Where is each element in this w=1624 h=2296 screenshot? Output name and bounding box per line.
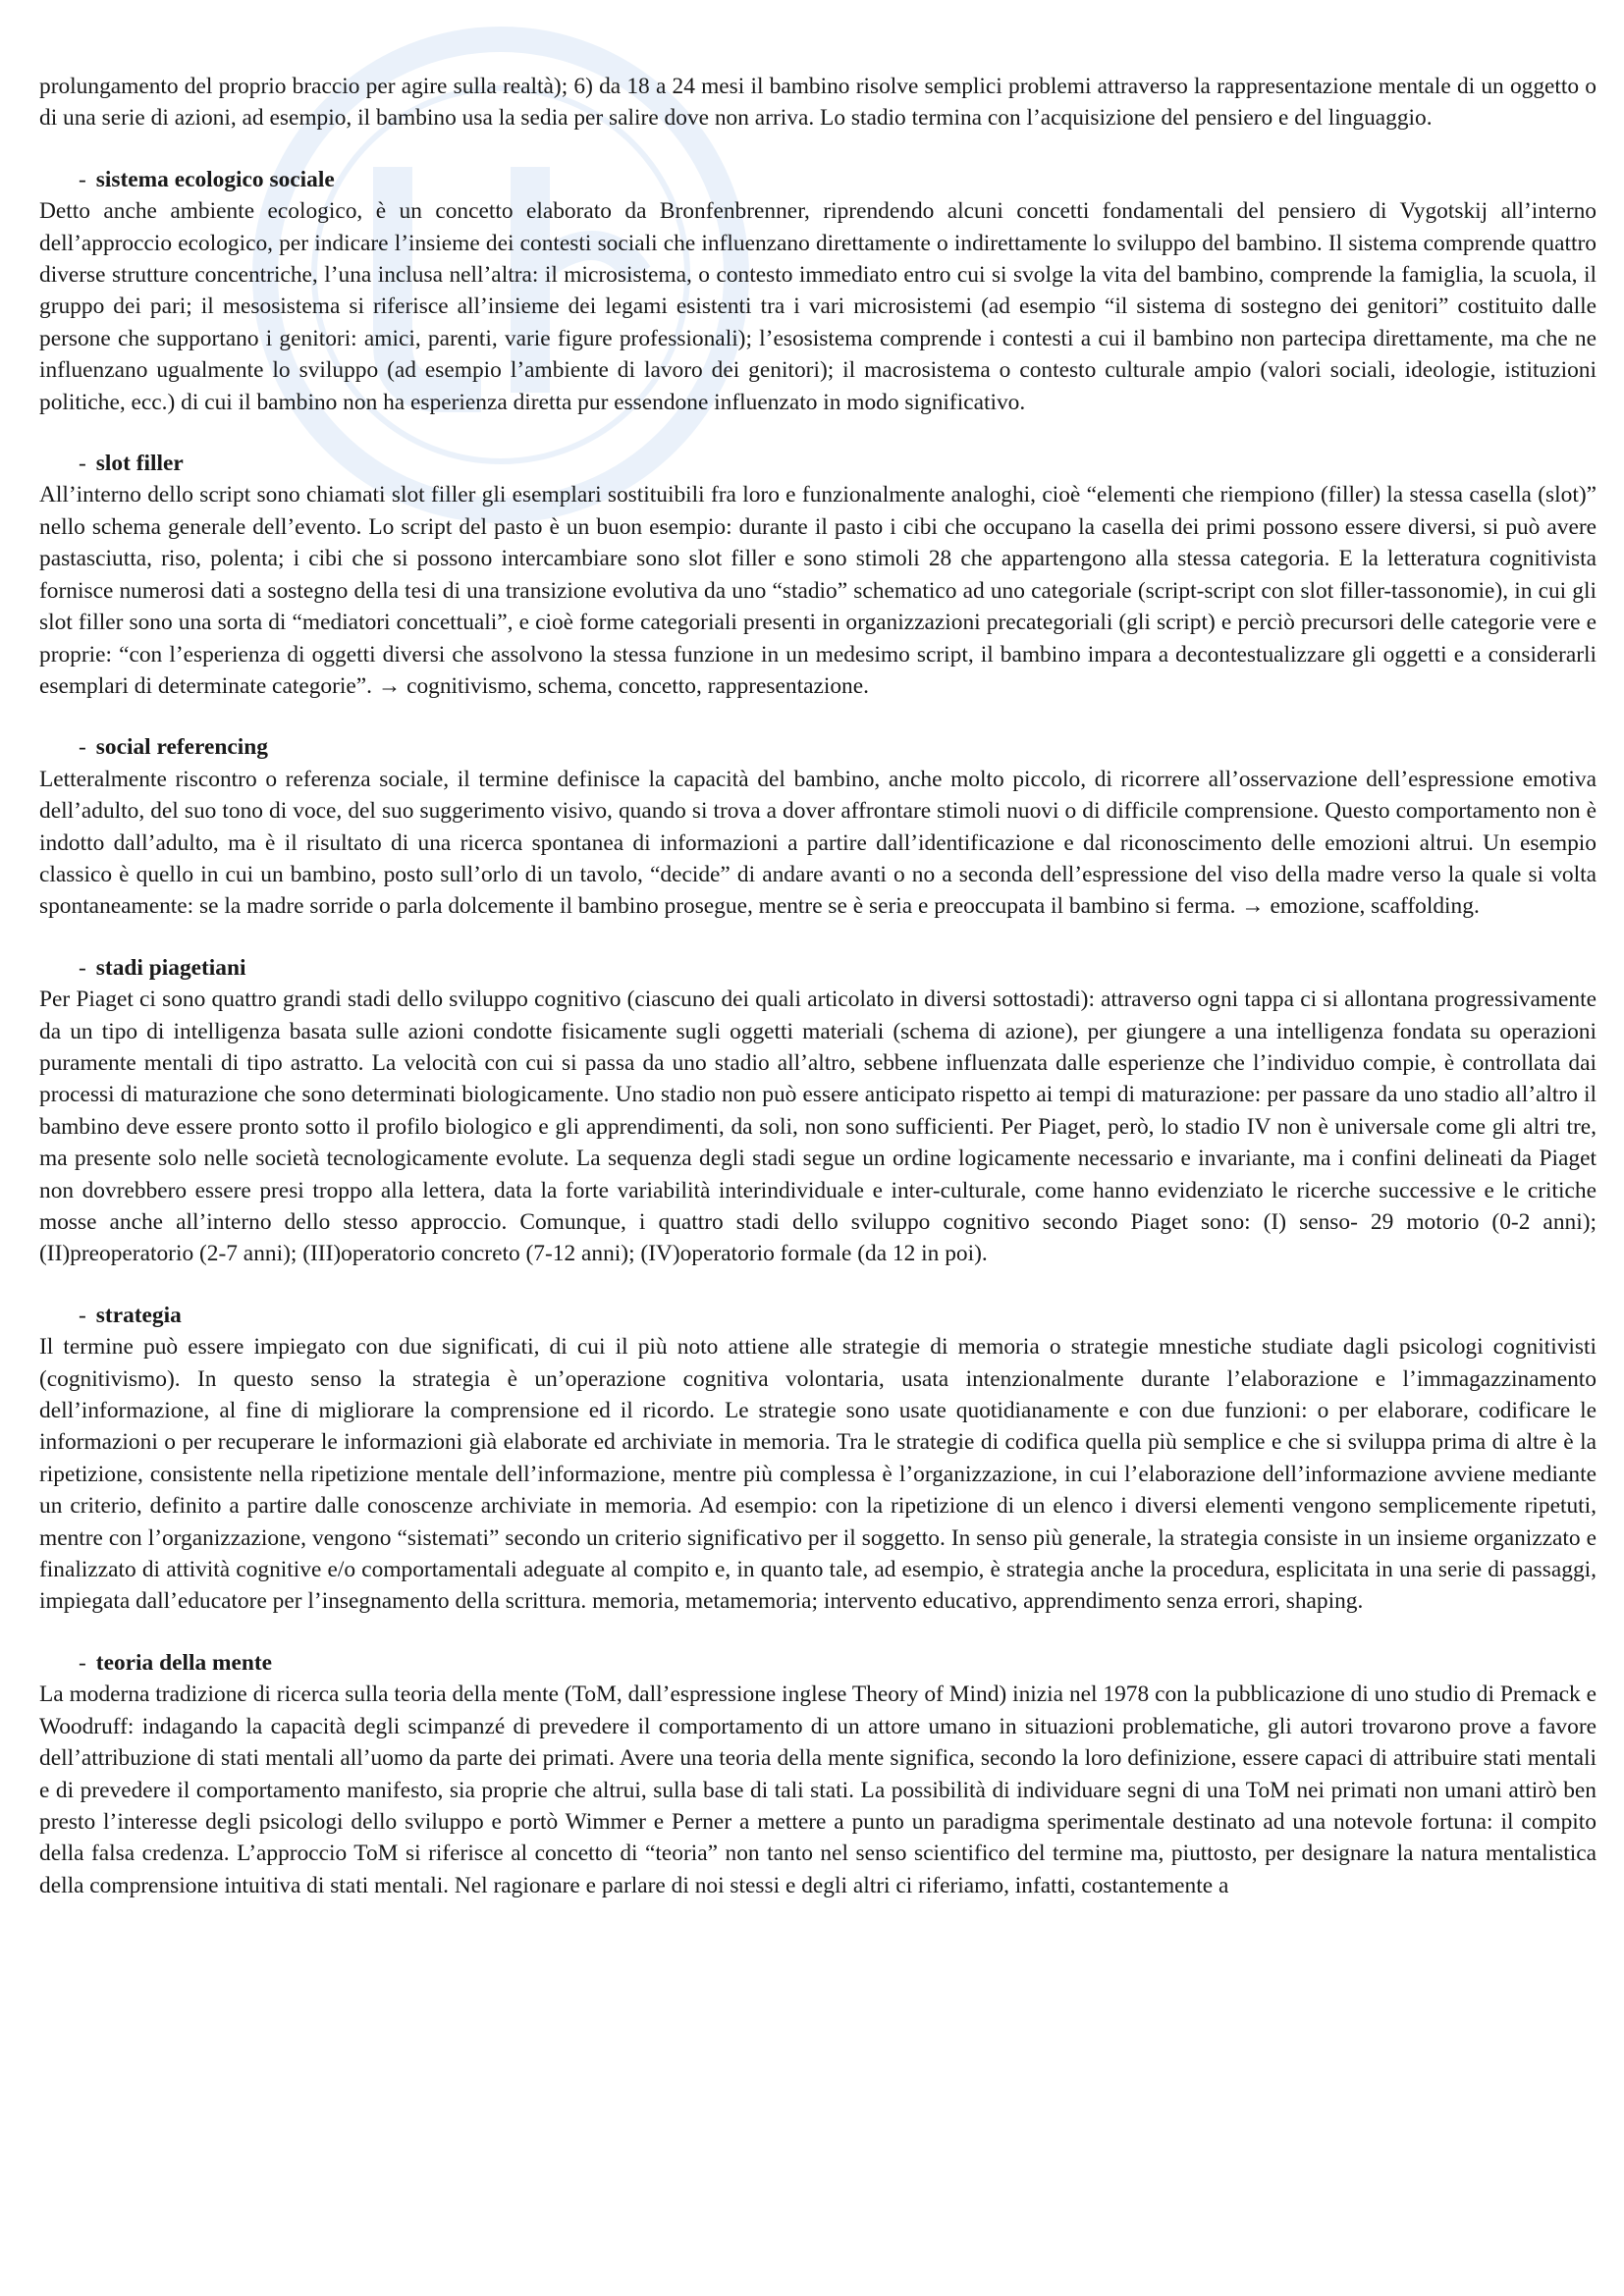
section-sistema-ecologico-sociale xyxy=(39,164,1597,418)
section-heading xyxy=(79,731,1597,763)
dash-bullet: - xyxy=(79,1302,86,1328)
document-body xyxy=(39,71,1597,1901)
section-heading xyxy=(79,1647,1597,1679)
section-title: teoria della mente xyxy=(95,1649,273,1676)
section-text: Per Piaget ci sono quattro grandi stadi dello sviluppo cognitivo (ciascuno dei quali articolato in diversi sottostadi): attraverso ogni tappa ci si allontana progressivamente da un tipo di intelligenza basata sulle azioni condotte fisicamente sugli oggetti materiali (schema di azione), per giungere a una intelligenza fondata su operazioni puramente mentali di tipo astratto. La velocità con cui si passa da uno stadio all’altro, sebbene influenzata dalle esperienze che l’individuo compie, è controllata dai processi di maturazione che sono determinati biologicamente. Uno stadio non può essere anticipato rispetto ai tempi di maturazione: per passare da uno stadio all’altro il bambino deve essere pronto sotto il profilo biologico e gli apprendimenti, da soli, non sono sufficienti. Per Piaget, però, lo stadio IV non è universale come gli altri tre, ma presente solo nelle società tecnologicamente evolute. La sequenza degli stadi segue un ordine logicamente necessario e invariante, ma i confini delineati da Piaget non dovrebbero essere presi troppo alla lettera, data la forte variabilità interindividuale e inter-culturale, come hanno evidenziato le ricerche successive e le critiche mosse anche all’interno dello stesso approccio. Comunque, i quattro stadi dello sviluppo cognitivo secondo Piaget sono: (I) senso- 29 motorio (0-2 anni); (II)preoperatorio (2-7 anni); (III)operatorio concreto (7-12 anni); (IV)operatorio formale (da 12 in poi). xyxy=(39,987,1597,1267)
section-text: All’interno dello script sono chiamati slot filler gli esemplari sostituibili fra loro e funzionalmente analoghi, cioè “elementi che riempiono (filler) la stessa casella (slot)” nello schema generale dell’evento. Lo script del pasto è un buon esempio: durante il pasto i cibi che occupano la casella dei primi possono essere diversi, si può avere pastasciutta, riso, polenta; i cibi che si possono intercambiare sono slot filler e sono stimoli 28 che appartengono alla stessa categoria. E la letteratura cognitivista fornisce numerosi dati a sostegno della tesi di una transizione evolutiva da uno “stadio” schematico ad uno categoriale (script-script con slot filler-tassonomie), in cui gli slot filler sono una sorta di “mediatori concettuali”, e cioè forme categoriali presenti in organizzazioni precategoriali (gli script) e perciò precursori delle categorie vere e proprie: “con l’esperienza di oggetti diversi che assolvono la stessa funzione in un medesimo script, il bambino impara a decontestualizzare gli oggetti e a considerarli esemplari di determinate categorie”. → cognitivismo, schema, concetto, rappresentazione. xyxy=(39,482,1597,699)
section-title: social referencing xyxy=(95,734,268,761)
section-text: Letteralmente riscontro o referenza sociale, il termine definisce la capacità del bambino, anche molto piccolo, di ricorrere all’osservazione dell’espressione emotiva dell’adulto, del suo tono di voce, del suo suggerimento visivo, quando si trova a dover affrontare stimoli nuovi o di difficile comprensione. Questo comportamento non è indotto dall’adulto, ma è il risultato di una ricerca spontanea di informazioni a partire dall’identificazione e dal riconoscimento delle emozioni altrui. Un esempio classico è quello in cui un bambino, posto sull’orlo di un tavolo, “decide” di andare avanti o no a seconda dell’espressione del viso della madre verso la quale si volta spontaneamente: se la madre sorride o parla dolcemente il bambino prosegue, mentre se è seria e preoccupata il bambino si ferma. → emozione, scaffolding. xyxy=(39,766,1597,920)
intro-paragraph: prolungamento del proprio braccio per agire sulla realtà); 6) da 18 a 24 mesi il bambino risolve semplici problemi attraverso la rappresentazione mentale di un oggetto o di una serie di azioni, ad esempio, il bambino usa la sedia per salire dove non arriva. Lo stadio termina con l’acquisizione del pensiero e del linguaggio. xyxy=(39,74,1597,132)
section-text: Il termine può essere impiegato con due significati, di cui il più noto attiene alle strategie di memoria o strategie mnestiche studiate dagli psicologi cognitivisti (cognitivismo). In questo senso la strategia è un’operazione cognitiva volontaria, usata intenzionalmente durante l’elaborazione e l’immagazzinamento dell’informazione, al fine di migliorare la comprensione ed il ricordo. Le strategie sono usate quotidianamente e con due funzioni: o per elaborare, codificare le informazioni o per recuperare le informazioni già elaborate ed archiviate in memoria. Tra le strategie di codifica quella più semplice e che si sviluppa prima di altre è la ripetizione, consistente nella ripetizione mentale dell’informazione, mentre più complessa è l’organizzazione, in cui l’elaborazione dell’informazione avviene mediante un criterio, definito a partire dalle conoscenze archiviate in memoria. Ad esempio: con la ripetizione di un elenco i diversi elementi vengono semplicemente ripetuti, mentre con l’organizzazione, vengono “sistemati” secondo un criterio significativo per il soggetto. In senso più generale, la strategia consiste in un insieme organizzato e finalizzato di attività cognitive e/o comportamentali adeguate al compito e, in quanto tale, ad esempio, è strategia anche la procedura, esplicitata in una serie di passaggi, impiegata dall’educatore per l’insegnamento della scrittura. memoria, metamemoria; intervento educativo, apprendimento senza errori, shaping. xyxy=(39,1334,1597,1615)
dash-bullet: - xyxy=(79,451,86,477)
section-strategia xyxy=(39,1300,1597,1618)
section-heading xyxy=(79,952,1597,984)
dash-bullet: - xyxy=(79,1649,86,1676)
section-stadi-piagetiani xyxy=(39,952,1597,1270)
dash-bullet: - xyxy=(79,166,86,192)
section-title: strategia xyxy=(95,1302,182,1328)
section-text: La moderna tradizione di ricerca sulla teoria della mente (ToM, dall’espressione inglese Theory of Mind) inizia nel 1978 con la pubblicazione di uno studio di Premack e Woodruff: indagando la capacità degli scimpanzé di prevedere il comportamento di un attore umano in situazioni problematiche, gli autori trovarono prove a favore dell’attribuzione di stati mentali all’uomo da parte dei primati. Avere una teoria della mente significa, secondo la loro definizione, essere capaci di attribuire stati mentali e di prevedere il comportamento manifesto, sia proprie che altrui, sulla base di tali stati. La possibilità di individuare segni di una ToM nei primati non umani attirò ben presto l’interesse degli psicologi dello sviluppo e portò Wimmer e Perner a mettere a punto un paradigma sperimentale destinato ad una notevole fortuna: il compito della falsa credenza. L’approccio ToM si riferisce al concetto di “teoria” non tanto nel senso scientifico del termine ma, piuttosto, per designare la natura mentalistica della comprensione intuitiva di stati mentali. Nel ragionare e parlare di noi stessi e degli altri ci riferiamo, infatti, costantemente a xyxy=(39,1682,1597,1898)
section-title: sistema ecologico sociale xyxy=(95,166,335,192)
section-teoria-della-mente xyxy=(39,1647,1597,1901)
section-text: Detto anche ambiente ecologico, è un concetto elaborato da Bronfenbrenner, riprendendo alcuni concetti fondamentali del pensiero di Vygotskij all’interno dell’approccio ecologico, per indicare l’insieme dei contesti sociali che influenzano direttamente o indirettamente lo sviluppo del bambino. Il sistema comprende quattro diverse strutture concentriche, l’una inclusa nell’altra: il microsistema, o contesto immediato entro cui si svolge la vita del bambino, comprende la famiglia, la scuola, il gruppo dei pari; il mesosistema si riferisce all’insieme dei legami esistenti tra i vari microsistemi (ad esempio “il sistema di sostegno dei genitori” costituito dalle persone che supportano i genitori: amici, parenti, varie figure professionali); l’esosistema comprende i contesti a cui il bambino non partecipa direttamente, ma che ne influenzano ugualmente lo sviluppo (ad esempio l’ambiente di lavoro dei genitori); il macrosistema o contesto culturale ampio (valori sociali, ideologie, istituzioni politiche, ecc.) di cui il bambino non ha esperienza diretta pur essendone influenzato in modo significativo. xyxy=(39,198,1597,415)
section-slot-filler xyxy=(39,448,1597,702)
section-title: stadi piagetiani xyxy=(95,954,246,981)
section-title: slot filler xyxy=(95,451,184,477)
section-heading xyxy=(79,448,1597,479)
section-heading xyxy=(79,164,1597,195)
section-social-referencing xyxy=(39,731,1597,922)
dash-bullet: - xyxy=(79,954,86,981)
dash-bullet: - xyxy=(79,734,86,761)
section-heading xyxy=(79,1300,1597,1331)
